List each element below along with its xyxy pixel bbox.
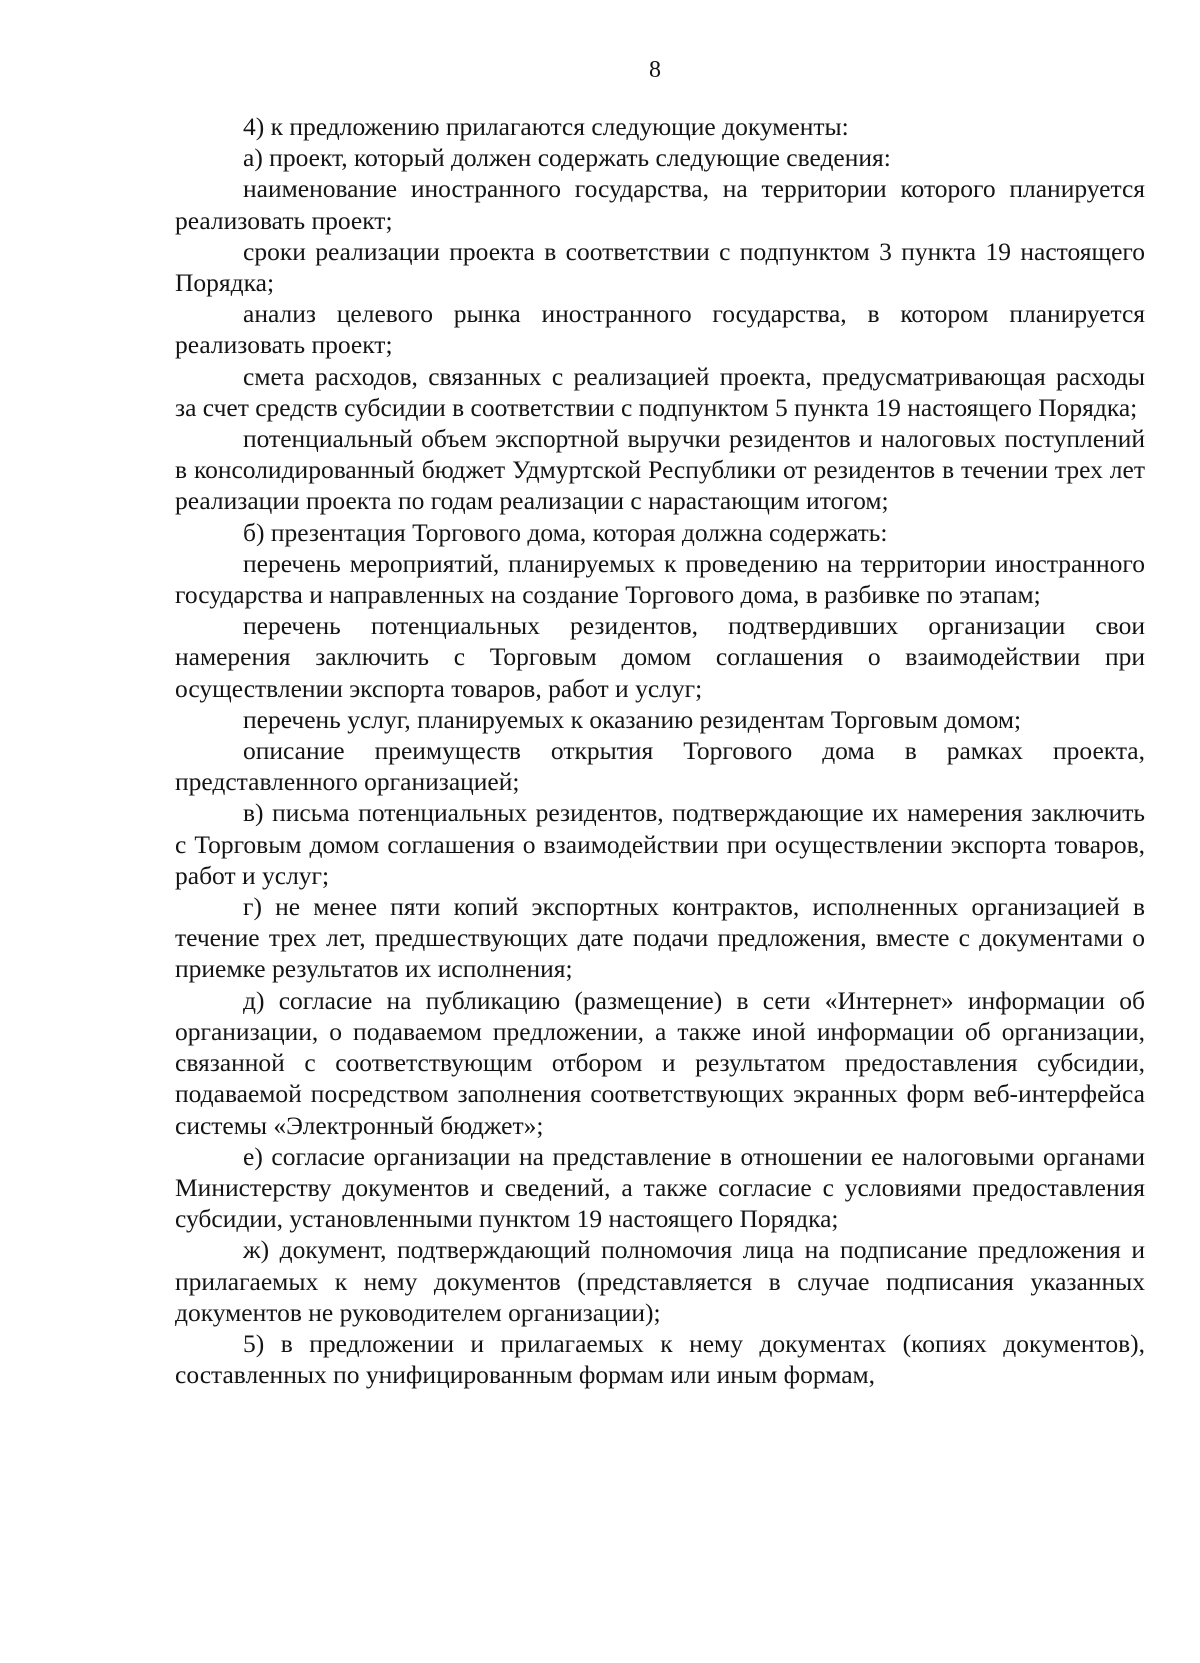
paragraph: перечень потенциальных резидентов, подтвердивших организации свои намерения заключить с Торговым домом соглашения о взаимодействии при осуществлении экспорта товаров, работ и услуг; — [175, 611, 1145, 703]
paragraph: 4) к предложению прилагаются следующие документы: — [243, 112, 849, 141]
page-number: 8 — [649, 57, 661, 83]
paragraph: наименование иностранного государства, на территории которого планируется реализовать проект; — [175, 174, 1145, 235]
paragraph: д) согласие на публикацию (размещение) в сети «Интернет» информации об организации, о подаваемом предложении, а также иной информации об организации, связанной с соответствующим отбором и результатом предоставления субсидии, подаваемой посредством заполнения соответствующих экранных форм веб-интерфейса системы «Электронный бюджет»; — [175, 985, 1145, 1140]
paragraph: б) презентация Торгового дома, которая должна содержать: — [243, 517, 888, 547]
paragraph: е) согласие организации на представление в отношении ее налоговыми органами Министерству документов и сведений, а также согласие с условиями предоставления субсидии, установленными пунктом 19 настоящего Порядка; — [175, 1141, 1145, 1234]
paragraph: 5) в предложении и прилагаемых к нему документах (копиях документов), составленных по унифицированным формам или иным формам, — [175, 1328, 1145, 1390]
paragraph: г) не менее пяти копий экспортных контрактов, исполненных организацией в течение трех лет, предшествующих дате подачи предложения, вместе с документами о приемке результатов их исполнения; — [175, 892, 1145, 984]
paragraph: сроки реализации проекта в соответствии с подпунктом 3 пункта 19 настоящего Порядка; — [175, 236, 1145, 298]
paragraph: в) письма потенциальных резидентов, подтверждающие их намерения заключить с Торговым домом соглашения о взаимодействии при осуществлении экспорта товаров, работ и услуг; — [175, 798, 1145, 890]
paragraph: описание преимуществ открытия Торгового дома в рамках проекта, представленного организацией; — [175, 736, 1145, 797]
paragraph: перечень услуг, планируемых к оказанию резидентам Торговым домом; — [243, 704, 1022, 734]
paragraph: перечень мероприятий, планируемых к проведению на территории иностранного государства и направленных на создание Торгового дома, в разбивке по этапам; — [175, 548, 1145, 610]
paragraph: а) проект, который должен содержать следующие сведения: — [243, 143, 891, 173]
paragraph: смета расходов, связанных с реализацией проекта, предусматривающая расходы за счет средств субсидии в соответствии с подпунктом 5 пункта 19 настоящего Порядка; — [175, 361, 1145, 422]
paragraph: потенциальный объем экспортной выручки резидентов и налоговых поступлений в консолидированный бюджет Удмуртской Республики от резидентов в течении трех лет реализации проекта по годам реализации с нарастающим итогом; — [175, 424, 1145, 516]
document-body — [175, 111, 1145, 1390]
paragraph: анализ целевого рынка иностранного государства, в котором планируется реализовать проект; — [175, 299, 1145, 360]
paragraph: ж) документ, подтверждающий полномочия лица на подписание предложения и прилагаемых к нему документов (представляется в случае подписания указанных документов не руководителем организации); — [175, 1235, 1145, 1327]
